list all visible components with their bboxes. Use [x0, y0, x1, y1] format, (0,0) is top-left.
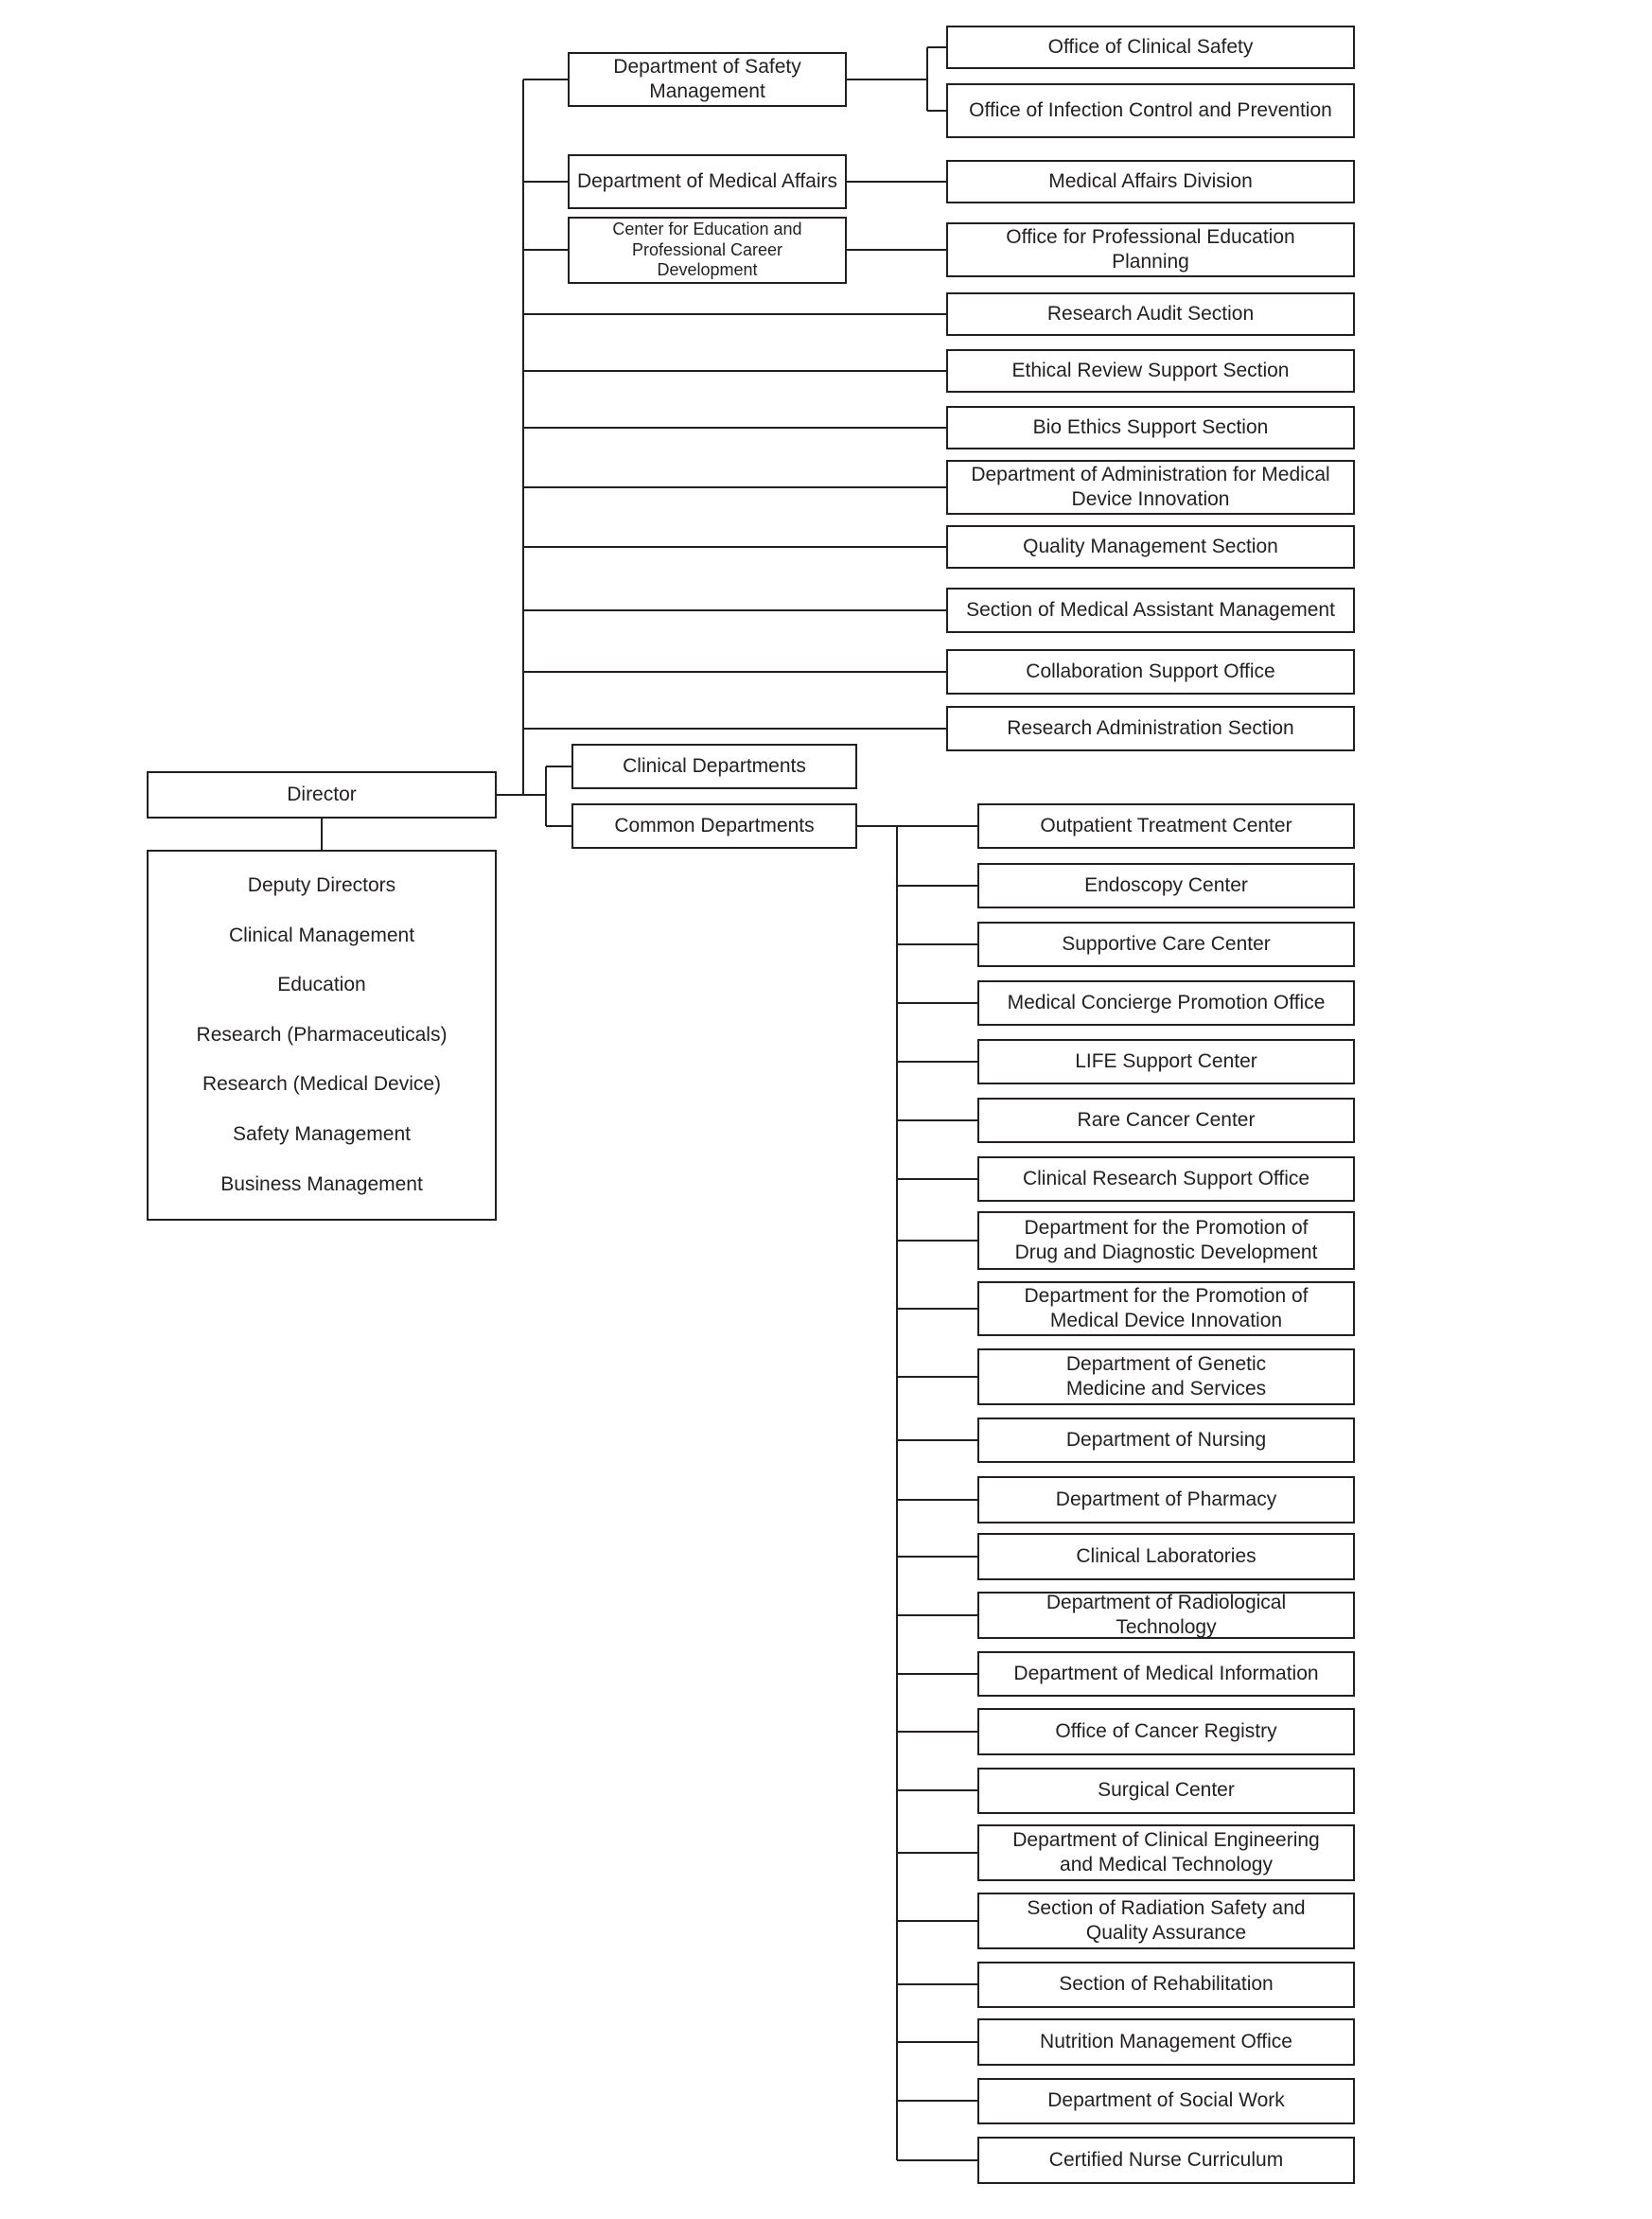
- node-label: Section of Medical Assistant Management: [966, 598, 1335, 621]
- node-promotion-of-drug-and-diagnostic-development: [977, 1211, 1355, 1270]
- node-label: Supportive Care Center: [1062, 932, 1271, 955]
- node-department-of-clinical-engineering-and-medical-technology: [977, 1824, 1355, 1881]
- node-label: Medical Affairs Division: [1048, 169, 1253, 192]
- node-research-audit-section: [946, 292, 1355, 336]
- node-label: Department for the Promotion of Drug and Diagnostic Development: [1014, 1216, 1318, 1263]
- node-office-for-professional-education-planning: [946, 222, 1355, 277]
- node-deputy-directors: [147, 850, 497, 1221]
- node-department-of-safety-management: [568, 52, 847, 107]
- node-label: Research Administration Section: [1007, 716, 1294, 739]
- node-clinical-laboratories: [977, 1533, 1355, 1580]
- node-label: Center for Education and Professional Career Development: [612, 220, 802, 280]
- node-section-of-radiation-safety-and-quality-assurance: [977, 1893, 1355, 1949]
- node-common-departments: [571, 803, 857, 849]
- node-label: Office of Infection Control and Prevention: [969, 98, 1332, 121]
- node-label: Endoscopy Center: [1084, 873, 1248, 896]
- node-office-of-infection-control: [946, 83, 1355, 138]
- node-nutrition-management-office: [977, 2018, 1355, 2066]
- node-department-of-radiological-technology: [977, 1592, 1355, 1639]
- node-label: Clinical Laboratories: [1076, 1544, 1257, 1567]
- node-label: Department for the Promotion of Medical Device Innovation: [1024, 1284, 1309, 1331]
- node-office-of-clinical-safety: [946, 26, 1355, 69]
- node-clinical-departments: [571, 744, 857, 789]
- node-supportive-care-center: [977, 922, 1355, 967]
- deputy-item-safety-management: Safety Management: [233, 1122, 411, 1145]
- node-label: LIFE Support Center: [1075, 1049, 1257, 1072]
- node-label: Section of Radiation Safety and Quality Assurance: [1027, 1896, 1306, 1944]
- node-collaboration-support-office: [946, 649, 1355, 695]
- node-label: Office of Cancer Registry: [1055, 1719, 1277, 1742]
- node-life-support-center: [977, 1039, 1355, 1084]
- node-endoscopy-center: [977, 863, 1355, 908]
- node-label: Quality Management Section: [1023, 535, 1278, 557]
- node-label: Department of Medical Information: [1013, 1662, 1319, 1684]
- node-label: Department of Medical Affairs: [576, 169, 838, 192]
- deputy-item-research-medical-device: Research (Medical Device): [202, 1073, 442, 1096]
- node-certified-nurse-curriculum: [977, 2137, 1355, 2184]
- node-label: Department of Safety Management: [613, 55, 801, 102]
- node-label: Common Departments: [614, 814, 815, 837]
- node-department-of-social-work: [977, 2078, 1355, 2124]
- node-research-administration-section: [946, 706, 1355, 751]
- node-label: Ethical Review Support Section: [1011, 359, 1290, 381]
- node-label: Department of Radiological Technology: [1046, 1591, 1287, 1638]
- deputy-item-research-pharmaceuticals: Research (Pharmaceuticals): [196, 1023, 448, 1046]
- node-label: Department of Social Work: [1047, 2089, 1285, 2112]
- node-label: Director: [287, 783, 357, 805]
- node-label: Rare Cancer Center: [1077, 1108, 1256, 1131]
- node-department-of-nursing: [977, 1418, 1355, 1463]
- node-label: Clinical Research Support Office: [1022, 1167, 1310, 1189]
- node-label: Department of Administration for Medical Device Innovation: [971, 463, 1330, 510]
- node-label: Outpatient Treatment Center: [1040, 814, 1292, 837]
- node-promotion-of-medical-device-innovation: [977, 1281, 1355, 1336]
- deputy-item-business-management: Business Management: [220, 1172, 423, 1195]
- node-label: Department of Clinical Engineering and Medical Technology: [1012, 1828, 1320, 1876]
- node-department-of-genetic-medicine-and-services: [977, 1348, 1355, 1405]
- node-department-of-medical-affairs: [568, 154, 847, 209]
- node-label: Nutrition Management Office: [1040, 2030, 1292, 2052]
- node-label: Department of Pharmacy: [1055, 1488, 1277, 1510]
- node-label: Collaboration Support Office: [1026, 660, 1275, 682]
- node-label: Medical Concierge Promotion Office: [1007, 991, 1326, 1013]
- node-label: Office of Clinical Safety: [1047, 35, 1254, 58]
- node-office-of-cancer-registry: [977, 1708, 1355, 1755]
- node-medical-affairs-division: [946, 160, 1355, 203]
- node-clinical-research-support-office: [977, 1156, 1355, 1202]
- node-label: Office for Professional Education Planning: [1006, 225, 1295, 273]
- node-department-of-administration-for-medical-device-innovation: [946, 460, 1355, 515]
- node-surgical-center: [977, 1768, 1355, 1814]
- node-quality-management-section: [946, 525, 1355, 569]
- node-department-of-medical-information: [977, 1651, 1355, 1697]
- deputy-item-education: Education: [277, 974, 366, 996]
- node-medical-concierge-promotion-office: [977, 980, 1355, 1026]
- node-section-of-rehabilitation: [977, 1962, 1355, 2008]
- deputy-item-clinical-management: Clinical Management: [228, 924, 415, 946]
- node-section-of-medical-assistant-management: [946, 588, 1355, 633]
- node-label: Research Audit Section: [1046, 302, 1255, 325]
- node-department-of-pharmacy: [977, 1476, 1355, 1523]
- node-label: Surgical Center: [1098, 1779, 1235, 1802]
- node-label: Certified Nurse Curriculum: [1048, 2148, 1284, 2171]
- node-label: Bio Ethics Support Section: [1032, 415, 1269, 438]
- node-label: Department of Genetic Medicine and Services: [1065, 1352, 1267, 1400]
- deputy-title: Deputy Directors: [247, 874, 396, 897]
- node-outpatient-treatment-center: [977, 803, 1355, 849]
- node-bio-ethics-support-section: [946, 406, 1355, 449]
- node-ethical-review-support-section: [946, 349, 1355, 393]
- node-rare-cancer-center: [977, 1098, 1355, 1143]
- node-label: Section of Rehabilitation: [1059, 1973, 1274, 1996]
- node-label: Clinical Departments: [623, 754, 806, 777]
- node-center-for-education: [568, 217, 847, 284]
- node-label: Department of Nursing: [1065, 1428, 1267, 1451]
- node-director: [147, 771, 497, 819]
